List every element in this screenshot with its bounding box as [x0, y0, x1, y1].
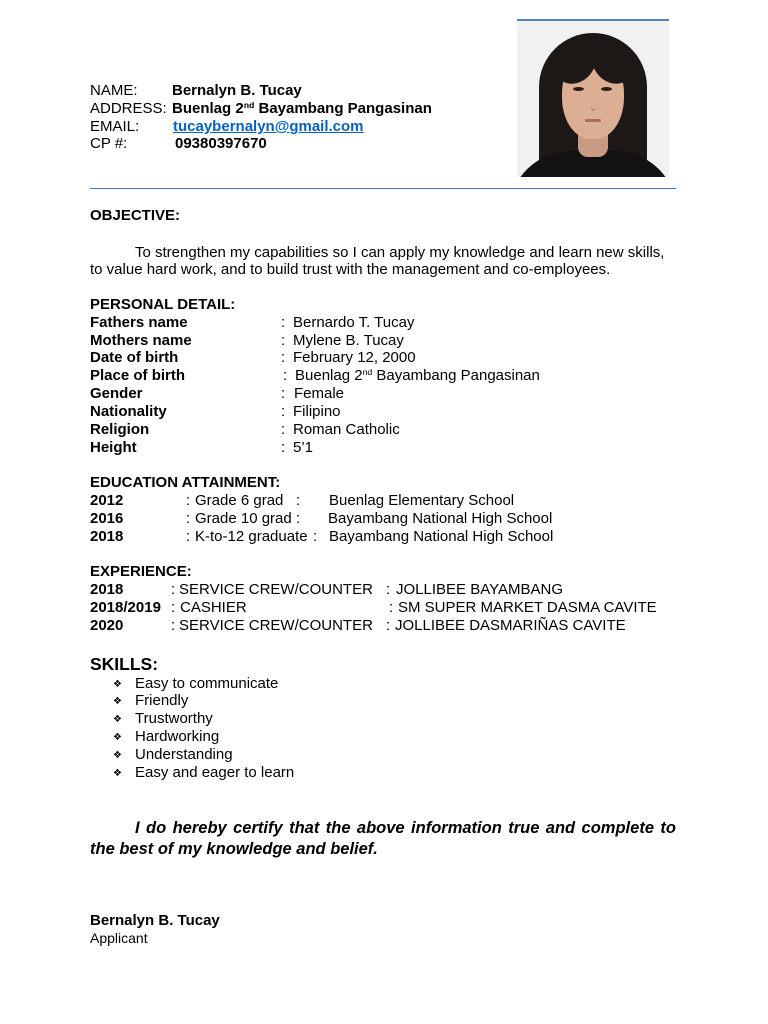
detail-separator: : [281, 403, 286, 420]
email-label: EMAIL: [90, 118, 140, 135]
education-level: K-to-12 graduate [195, 528, 308, 545]
objective-heading: OBJECTIVE: [90, 207, 181, 224]
detail-label: Place of birth [90, 367, 186, 384]
education-separator: : [313, 528, 318, 545]
detail-separator: : [281, 314, 286, 331]
education-separator: : [186, 492, 191, 509]
address-value [172, 100, 432, 118]
address-label: ADDRESS: [90, 100, 167, 117]
email-link[interactable]: tucaybernalyn@gmail.com [173, 118, 364, 135]
experience-row [0, 617, 768, 635]
experience-year: 2020 [90, 617, 124, 634]
detail-value [295, 367, 540, 385]
detail-separator: : [283, 367, 288, 384]
personal-detail-row [0, 403, 768, 421]
detail-label: Fathers name [90, 314, 188, 331]
experience-heading: EXPERIENCE: [90, 563, 192, 580]
detail-value-ordinal: nd [362, 367, 373, 378]
education-separator: : [186, 510, 191, 527]
signature-name: Bernalyn B. Tucay [90, 912, 220, 929]
education-row [0, 492, 768, 510]
skill-text: Friendly [135, 692, 189, 709]
education-year: 2016 [90, 510, 124, 527]
skills-heading: SKILLS: [90, 654, 159, 674]
detail-label: Mothers name [90, 332, 192, 349]
detail-value-text: Buenlag 2 [295, 367, 363, 384]
detail-value-text-rest: Bayambang Pangasinan [372, 367, 540, 384]
bullet-icon: ❖ [113, 679, 122, 690]
experience-company: SM SUPER MARKET DASMA CAVITE [398, 599, 657, 616]
education-school: Bayambang National High School [329, 528, 554, 545]
experience-position: SERVICE CREW/COUNTER [179, 581, 373, 598]
experience-position: CASHIER [180, 599, 247, 616]
photo-eye-left [573, 87, 584, 91]
detail-separator: : [281, 421, 286, 438]
skill-text: Easy to communicate [135, 675, 279, 692]
skill-item [0, 728, 768, 746]
experience-separator: : [386, 581, 391, 598]
detail-value: Roman Catholic [293, 421, 400, 438]
bullet-icon: ❖ [113, 750, 122, 761]
personal-detail-row [0, 421, 768, 439]
address-text: Buenlag 2 [172, 100, 244, 117]
experience-separator: : [171, 599, 176, 616]
detail-value: February 12, 2000 [293, 349, 416, 366]
experience-row [0, 581, 768, 599]
skill-text: Understanding [135, 746, 233, 763]
education-year: 2018 [90, 528, 124, 545]
education-school: Bayambang National High School [328, 510, 553, 527]
bullet-icon: ❖ [113, 696, 122, 707]
skill-text: Trustworthy [135, 710, 213, 727]
skill-item [0, 746, 768, 764]
personal-detail-row [0, 349, 768, 367]
detail-value: Filipino [293, 403, 341, 420]
applicant-photo [517, 19, 669, 177]
skill-item [0, 710, 768, 728]
detail-separator: : [281, 349, 286, 366]
personal-detail-row [0, 314, 768, 332]
education-level: Grade 6 grad [195, 492, 284, 509]
education-separator: : [296, 492, 301, 509]
certification-line: the best of my knowledge and belief. [90, 840, 378, 858]
experience-row [0, 599, 768, 617]
education-level: Grade 10 grad [195, 510, 292, 527]
photo-eye-right [601, 87, 612, 91]
education-school: Buenlag Elementary School [329, 492, 515, 509]
detail-label: Religion [90, 421, 150, 438]
skill-item [0, 675, 768, 693]
address-text-rest: Bayambang Pangasinan [254, 100, 432, 117]
name-label: NAME: [90, 82, 138, 99]
skill-item [0, 692, 768, 710]
skill-text: Easy and eager to learn [135, 764, 295, 781]
photo-nose [590, 97, 596, 111]
section-divider [90, 188, 676, 189]
education-row [0, 528, 768, 546]
detail-value: Bernardo T. Tucay [293, 314, 415, 331]
address-ordinal: nd [243, 100, 255, 111]
detail-separator: : [281, 439, 286, 456]
bullet-icon: ❖ [113, 714, 122, 725]
personal-detail-heading: PERSONAL DETAIL: [90, 296, 236, 313]
objective-line: To strengthen my capabilities so I can apply my knowledge and learn new skills, [135, 244, 665, 261]
detail-label: Gender [90, 385, 143, 402]
photo-mouth [585, 119, 601, 122]
education-row [0, 510, 768, 528]
experience-separator: : [386, 617, 391, 634]
detail-label: Date of birth [90, 349, 179, 366]
personal-detail-row [0, 332, 768, 350]
objective-line: to value hard work, and to build trust with the management and co-employees. [90, 261, 611, 278]
education-separator: : [296, 510, 301, 527]
education-year: 2012 [90, 492, 124, 509]
experience-year: 2018 [90, 581, 124, 598]
bullet-icon: ❖ [113, 768, 122, 779]
skill-item [0, 764, 768, 782]
detail-separator: : [281, 332, 286, 349]
personal-detail-row [0, 439, 768, 457]
applicant-name: Bernalyn B. Tucay [172, 82, 302, 99]
personal-detail-row [0, 367, 768, 385]
detail-label: Height [90, 439, 137, 456]
experience-company: JOLLIBEE BAYAMBANG [396, 581, 563, 598]
experience-separator: : [171, 617, 176, 634]
experience-separator: : [389, 599, 394, 616]
skill-text: Hardworking [135, 728, 220, 745]
detail-label: Nationality [90, 403, 167, 420]
certification-line: I do hereby certify that the above information true and complete to [135, 819, 676, 837]
personal-detail-row [0, 385, 768, 403]
experience-company: JOLLIBEE DASMARIÑAS CAVITE [395, 617, 626, 634]
experience-year: 2018/2019 [90, 599, 161, 616]
bullet-icon: ❖ [113, 732, 122, 743]
education-separator: : [186, 528, 191, 545]
detail-value: Mylene B. Tucay [293, 332, 404, 349]
cp-label: CP #: [90, 135, 128, 152]
detail-value: 5’1 [293, 439, 314, 456]
detail-value: Female [294, 385, 345, 402]
detail-separator: : [281, 385, 286, 402]
cp-number: 09380397670 [175, 135, 267, 152]
education-heading: EDUCATION ATTAINMENT: [90, 474, 281, 491]
experience-separator: : [171, 581, 176, 598]
signature-role: Applicant [90, 930, 148, 946]
experience-position: SERVICE CREW/COUNTER [179, 617, 373, 634]
